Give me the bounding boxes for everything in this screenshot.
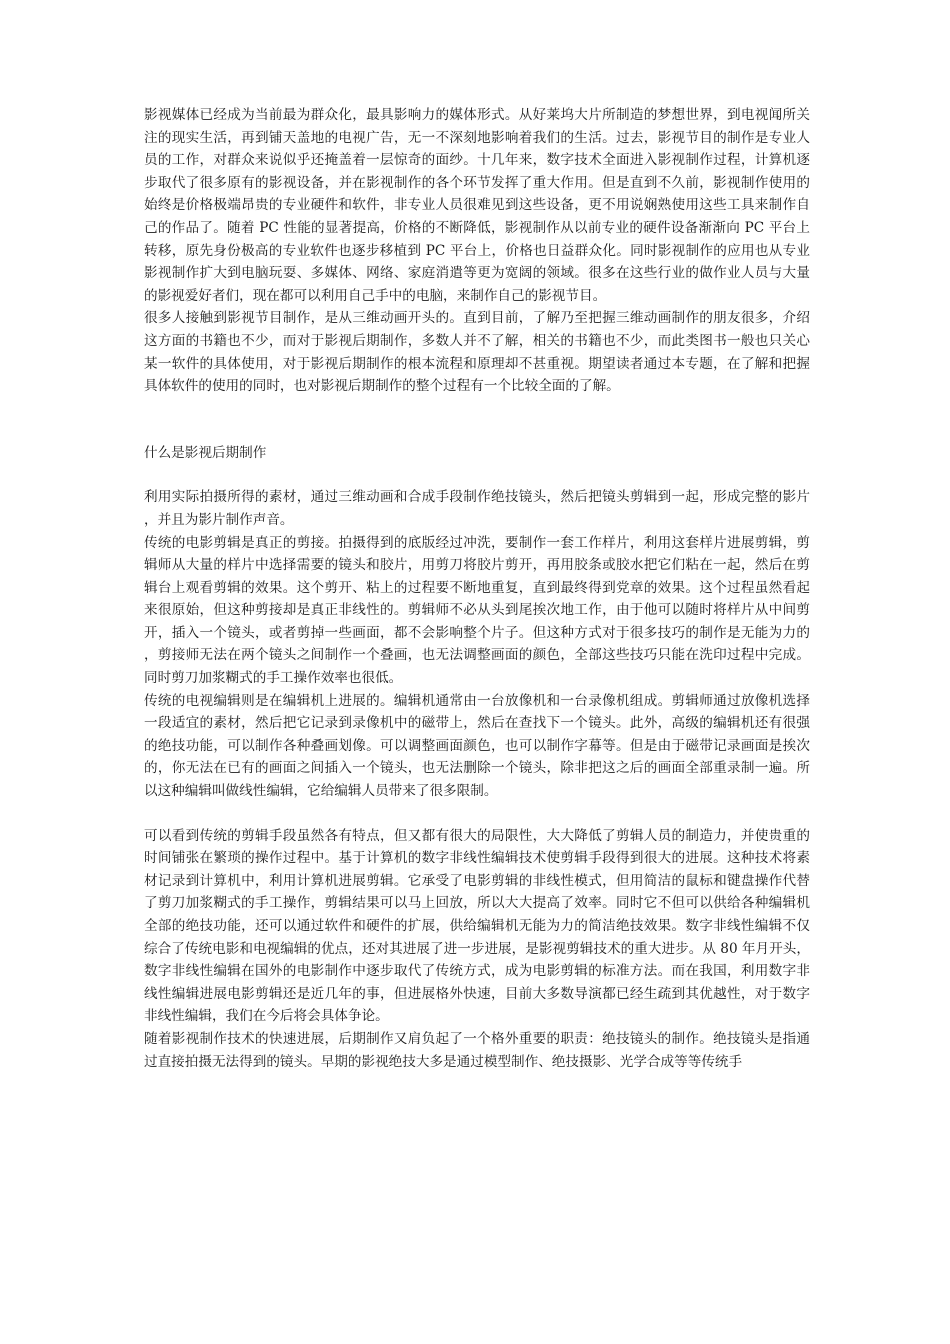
blank-line xyxy=(144,398,810,420)
section-paragraph-5: 随着影视制作技术的快速进展，后期制作又肩负起了一个格外重要的职责：绝技镜头的制作。绝技镜头是指通过直接拍摄无法得到的镜头。早期的影视绝技大多是通过模型制作、绝技摄影、光学合成等等传统手 xyxy=(144,1030,810,1070)
blank-line xyxy=(144,464,810,486)
section-paragraph-3: 传统的电视编辑则是在编辑机上进展的。编辑机通常由一台放像机和一台录像机组成。剪辑师通过放像机选择一段适宜的素材，然后把它记录到录像机中的磁带上，然后在查找下一个镜头。此外，高级的编辑机还有很强的绝技功能，可以制作各种叠画划像。可以调整画面颜色，也可以制作字幕等。但是由于磁带记录画面是挨次的，你无法在已有的画面之间插入一个镜头，也无法删除一个镜头，除非把这之后的画面全部重录制一遍。所以这种编辑叫做线性编辑，它给编辑人员带来了很多限制。 xyxy=(144,692,810,800)
section-heading: 什么是影视后期制作 xyxy=(144,444,267,461)
document-body xyxy=(144,104,810,1073)
section-paragraph-4: 可以看到传统的剪辑手段虽然各有特点，但又都有很大的局限性，大大降低了剪辑人员的制造力，并使贵重的时间铺张在繁琐的操作过程中。基于计算机的数字非线性编辑技术使剪辑手段得到很大的进展。这种技术将素材记录到计算机中，利用计算机进展剪辑。它承受了电影剪辑的非线性模式，但用简洁的鼠标和键盘操作代替了剪刀加浆糊式的手工操作，剪辑结果可以马上回放，所以大大提高了效率。同时它不但可以供给各种编辑机全部的绝技功能，还可以通过软件和硬件的扩展，供给编辑机无能为力的简洁绝技效果。数字非线性编辑不仅综合了传统电影和电视编辑的优点，还对其进展了进一步进展，是影视剪辑技术的重大进步。从 80 年月开头，数字非线性编辑在国外的电影制作中逐步取代了传统方式，成为电影剪辑的标准方法。而在我国，利用数字非线性编辑进展电影剪辑还是近几年的事，但进展格外快速，目前大多数导演都已经生疏到其优越性，对于数字非线性编辑，我们在今后将会具体争论。 xyxy=(144,827,810,1025)
intro-paragraph-2: 很多人接触到影视节目制作，是从三维动画开头的。直到目前，了解乃至把握三维动画制作的朋友很多，介绍这方面的书籍也不少，而对于影视后期制作，多数人并不了解，相关的书籍也不少，而此类图书一般也只关心某一软件的具体使用，对于影视后期制作的根本流程和原理却不甚重视。期望读者通过本专题，在了解和把握具体软件的使用的同时，也对影视后期制作的整个过程有一个比较全面的了解。 xyxy=(144,310,810,395)
intro-paragraph-1: 影视媒体已经成为当前最为群众化，最具影响力的媒体形式。从好莱坞大片所制造的梦想世界，到电视闻所关注的现实生活，再到铺天盖地的电视广告，无一不深刻地影响着我们的生活。过去，影视节目的制作是专业人员的工作，对群众来说似乎还掩盖着一层惊奇的面纱。十几年来，数字技术全面进入影视制作过程，计算机逐步取代了很多原有的影视设备，并在影视制作的各个环节发挥了重大作用。但是直到不久前，影视制作使用的始终是价格极端昂贵的专业硬件和软件，非专业人员很难见到这些设备，更不用说娴熟使用这些工具来制作自己的作品了。随着 PC 性能的显著提高，价格的不断降低，影视制作从以前专业的硬件设备渐渐向 PC 平台上转移，原先身份极高的专业软件也逐步移植到 PC 平台上，价格也日益群众化。同时影视制作的应用也从专业影视制作扩大到电脑玩耍、多媒体、网络、家庭消遣等更为宽阔的领域。很多在这些行业的做作业人员与大量的影视爱好者们，现在都可以利用自己手中的电脑，来制作自己的影视节目。 xyxy=(144,107,810,304)
section-paragraph-2: 传统的电影剪辑是真正的剪接。拍摄得到的底版经过冲洗，要制作一套工作样片，利用这套样片进展剪辑，剪辑师从大量的样片中选择需要的镜头和胶片，用剪刀将胶片剪开，再用胶条或胶水把它们粘在一起，然后在剪辑台上观看剪辑的效果。这个剪开、粘上的过程要不断地重复，直到最终得到党章的效果。这个过程虽然看起来很原始，但这种剪接却是真正非线性的。剪辑师不必从头到尾挨次地工作，由于他可以随时将样片从中间剪开，插入一个镜头，或者剪掉一些画面，都不会影响整个片子。但这种方式对于很多技巧的制作是无能为力的，剪接师无法在两个镜头之间制作一个叠画，也无法调整画面的颜色，全部这些技巧只能在洗印过程中完成。同时剪刀加浆糊式的手工操作效率也很低。 xyxy=(144,534,810,687)
blank-line xyxy=(144,803,810,825)
blank-line xyxy=(144,420,810,442)
section-paragraph-1: 利用实际拍摄所得的素材，通过三维动画和合成手段制作绝技镜头，然后把镜头剪辑到一起，形成完整的影片，并且为影片制作声音。 xyxy=(144,489,810,528)
